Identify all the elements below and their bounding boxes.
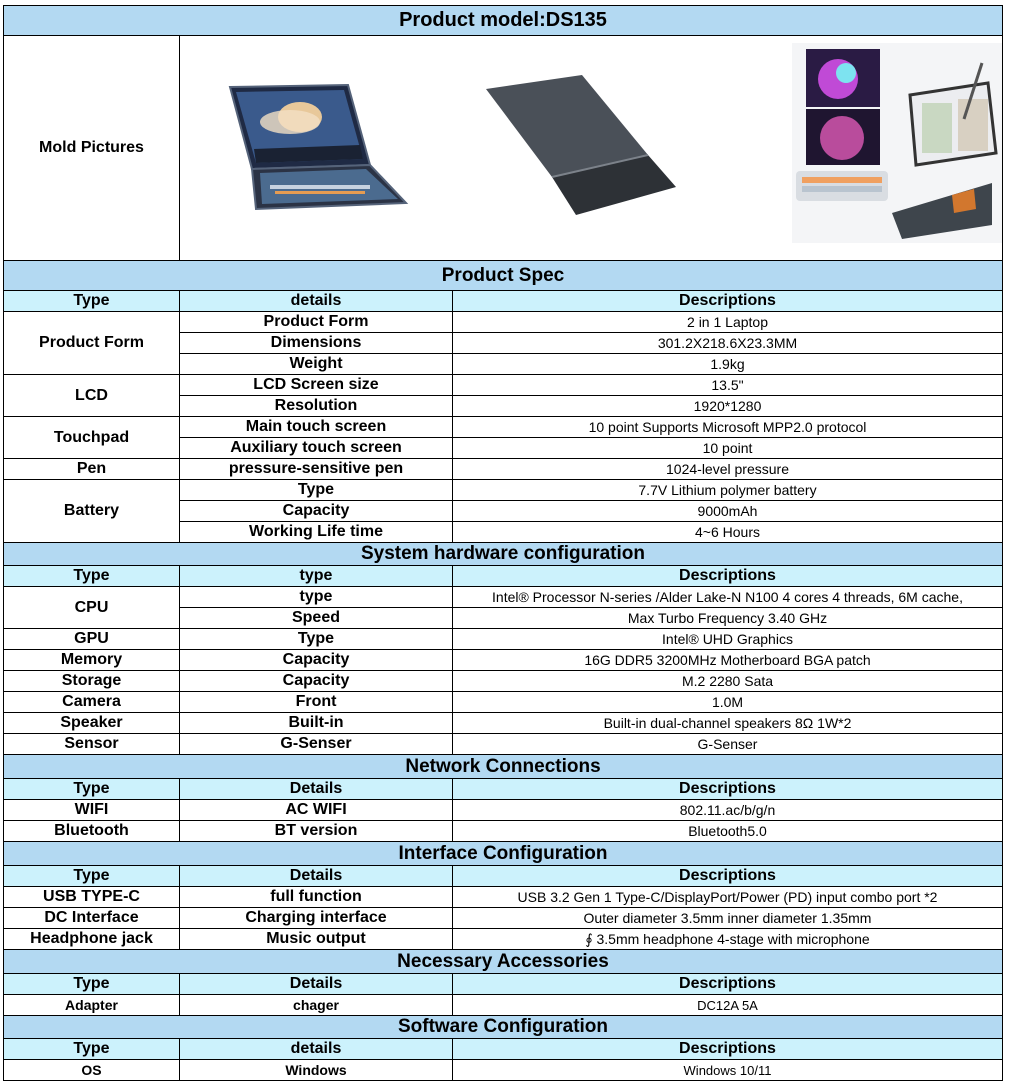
desc-cell: 4~6 Hours: [453, 522, 1003, 543]
group-cpu: CPU: [4, 587, 180, 629]
table-row: [4, 1060, 1003, 1081]
header-descriptions: Descriptions: [453, 291, 1003, 312]
desc-cell: 10 point Supports Microsoft MPP2.0 protocol: [453, 417, 1003, 438]
header-descriptions: Descriptions: [453, 566, 1003, 587]
header-descriptions: Descriptions: [453, 866, 1003, 887]
network-header-row: [4, 779, 1003, 800]
table-row: [4, 587, 1003, 608]
table-row: [4, 629, 1003, 650]
table-row: [4, 459, 1003, 480]
accessories-banner-row: [4, 950, 1003, 974]
table-row: [4, 417, 1003, 438]
type-cell: Camera: [4, 692, 180, 713]
mold-pictures: [180, 36, 1003, 261]
detail-cell: pressure-sensitive pen: [180, 459, 453, 480]
detail-cell: Resolution: [180, 396, 453, 417]
software-title: Software Configuration: [4, 1016, 1003, 1039]
desc-cell: Outer diameter 3.5mm inner diameter 1.35mm: [453, 908, 1003, 929]
product-spec-banner-row: [4, 261, 1003, 291]
table-row: [4, 375, 1003, 396]
software-header-row: [4, 1039, 1003, 1060]
detail-cell: Type: [180, 480, 453, 501]
type-cell: WIFI: [4, 800, 180, 821]
network-banner-row: [4, 755, 1003, 779]
header-details: details: [180, 1039, 453, 1060]
header-type: Type: [4, 866, 180, 887]
table-row: [4, 671, 1003, 692]
interface-banner-row: [4, 842, 1003, 866]
product-spec-header-row: [4, 291, 1003, 312]
desc-cell: 1024-level pressure: [453, 459, 1003, 480]
detail-cell: chager: [180, 995, 453, 1016]
group-battery: Battery: [4, 480, 180, 543]
table-row: [4, 734, 1003, 755]
group-product-form: Product Form: [4, 312, 180, 375]
header-details: Details: [180, 779, 453, 800]
product-spec-title: Product Spec: [4, 261, 1003, 291]
detail-cell: Working Life time: [180, 522, 453, 543]
laptop-open-image: [220, 67, 420, 227]
header-descriptions: Descriptions: [453, 1039, 1003, 1060]
detail-cell: Front: [180, 692, 453, 713]
header-descriptions: Descriptions: [453, 974, 1003, 995]
group-touchpad: Touchpad: [4, 417, 180, 459]
desc-cell: ∮ 3.5mm headphone 4-stage with microphone: [453, 929, 1003, 950]
software-banner-row: [4, 1016, 1003, 1039]
interface-title: Interface Configuration: [4, 842, 1003, 866]
table-row: [4, 929, 1003, 950]
group-pen: Pen: [4, 459, 180, 480]
type-cell: Memory: [4, 650, 180, 671]
desc-cell: 1.9kg: [453, 354, 1003, 375]
desc-cell: USB 3.2 Gen 1 Type-C/DisplayPort/Power (PD) input combo port *2: [453, 887, 1003, 908]
detail-cell: Charging interface: [180, 908, 453, 929]
table-row: [4, 995, 1003, 1016]
header-details: type: [180, 566, 453, 587]
table-row: [4, 887, 1003, 908]
desc-cell: 10 point: [453, 438, 1003, 459]
type-cell: Bluetooth: [4, 821, 180, 842]
desc-cell: 2 in 1 Laptop: [453, 312, 1003, 333]
interface-header-row: [4, 866, 1003, 887]
mold-label: Mold Pictures: [4, 36, 180, 261]
type-cell: Sensor: [4, 734, 180, 755]
detail-cell: BT version: [180, 821, 453, 842]
detail-cell: AC WIFI: [180, 800, 453, 821]
header-details: details: [180, 291, 453, 312]
detail-cell: LCD Screen size: [180, 375, 453, 396]
table-row: [4, 800, 1003, 821]
table-row: [4, 480, 1003, 501]
detail-cell: G-Senser: [180, 734, 453, 755]
detail-cell: Main touch screen: [180, 417, 453, 438]
network-title: Network Connections: [4, 755, 1003, 779]
detail-cell: Weight: [180, 354, 453, 375]
table-row: [4, 312, 1003, 333]
desc-cell: G-Senser: [453, 734, 1003, 755]
type-cell: DC Interface: [4, 908, 180, 929]
type-cell: USB TYPE-C: [4, 887, 180, 908]
system-hw-title: System hardware configuration: [4, 543, 1003, 566]
laptop-lifestyle-image: [792, 43, 1002, 243]
detail-cell: type: [180, 587, 453, 608]
table-row: [4, 821, 1003, 842]
header-type: Type: [4, 974, 180, 995]
desc-cell: 1920*1280: [453, 396, 1003, 417]
table-row: [4, 650, 1003, 671]
system-hw-header-row: [4, 566, 1003, 587]
system-hw-banner-row: [4, 543, 1003, 566]
page-title: Product model:DS135: [4, 6, 1003, 36]
detail-cell: full function: [180, 887, 453, 908]
desc-cell: Built-in dual-channel speakers 8Ω 1W*2: [453, 713, 1003, 734]
type-cell: Storage: [4, 671, 180, 692]
desc-cell: 16G DDR5 3200MHz Motherboard BGA patch: [453, 650, 1003, 671]
header-type: Type: [4, 291, 180, 312]
type-cell: Headphone jack: [4, 929, 180, 950]
table-row: [4, 713, 1003, 734]
header-type: Type: [4, 779, 180, 800]
desc-cell: 1.0M: [453, 692, 1003, 713]
desc-cell: 802.11.ac/b/g/n: [453, 800, 1003, 821]
header-type: Type: [4, 566, 180, 587]
desc-cell: 7.7V Lithium polymer battery: [453, 480, 1003, 501]
desc-cell: 9000mAh: [453, 501, 1003, 522]
detail-cell: Speed: [180, 608, 453, 629]
laptop-closed-image: [480, 67, 680, 227]
group-lcd: LCD: [4, 375, 180, 417]
table-row: [4, 908, 1003, 929]
desc-cell: Max Turbo Frequency 3.40 GHz: [453, 608, 1003, 629]
accessories-title: Necessary Accessories: [4, 950, 1003, 974]
detail-cell: Product Form: [180, 312, 453, 333]
header-type: Type: [4, 1039, 180, 1060]
header-descriptions: Descriptions: [453, 779, 1003, 800]
mold-row: [4, 36, 1003, 261]
accessories-header-row: [4, 974, 1003, 995]
table-row: [4, 692, 1003, 713]
type-cell: Speaker: [4, 713, 180, 734]
desc-cell: DC12A 5A: [453, 995, 1003, 1016]
type-cell: Adapter: [4, 995, 180, 1016]
spec-table: [3, 5, 1003, 1081]
desc-cell: Bluetooth5.0: [453, 821, 1003, 842]
detail-cell: Auxiliary touch screen: [180, 438, 453, 459]
header-details: Details: [180, 866, 453, 887]
detail-cell: Dimensions: [180, 333, 453, 354]
type-cell: GPU: [4, 629, 180, 650]
header-details: Details: [180, 974, 453, 995]
detail-cell: Capacity: [180, 650, 453, 671]
desc-cell: 301.2X218.6X23.3MM: [453, 333, 1003, 354]
detail-cell: Windows: [180, 1060, 453, 1081]
detail-cell: Capacity: [180, 501, 453, 522]
desc-cell: Windows 10/11: [453, 1060, 1003, 1081]
detail-cell: Type: [180, 629, 453, 650]
desc-cell: M.2 2280 Sata: [453, 671, 1003, 692]
desc-cell: Intel® Processor N-series /Alder Lake-N N100 4 cores 4 threads, 6M cache,: [453, 587, 1003, 608]
desc-cell: 13.5": [453, 375, 1003, 396]
desc-cell: Intel® UHD Graphics: [453, 629, 1003, 650]
detail-cell: Built-in: [180, 713, 453, 734]
title-row: [4, 6, 1003, 36]
type-cell: OS: [4, 1060, 180, 1081]
detail-cell: Capacity: [180, 671, 453, 692]
detail-cell: Music output: [180, 929, 453, 950]
